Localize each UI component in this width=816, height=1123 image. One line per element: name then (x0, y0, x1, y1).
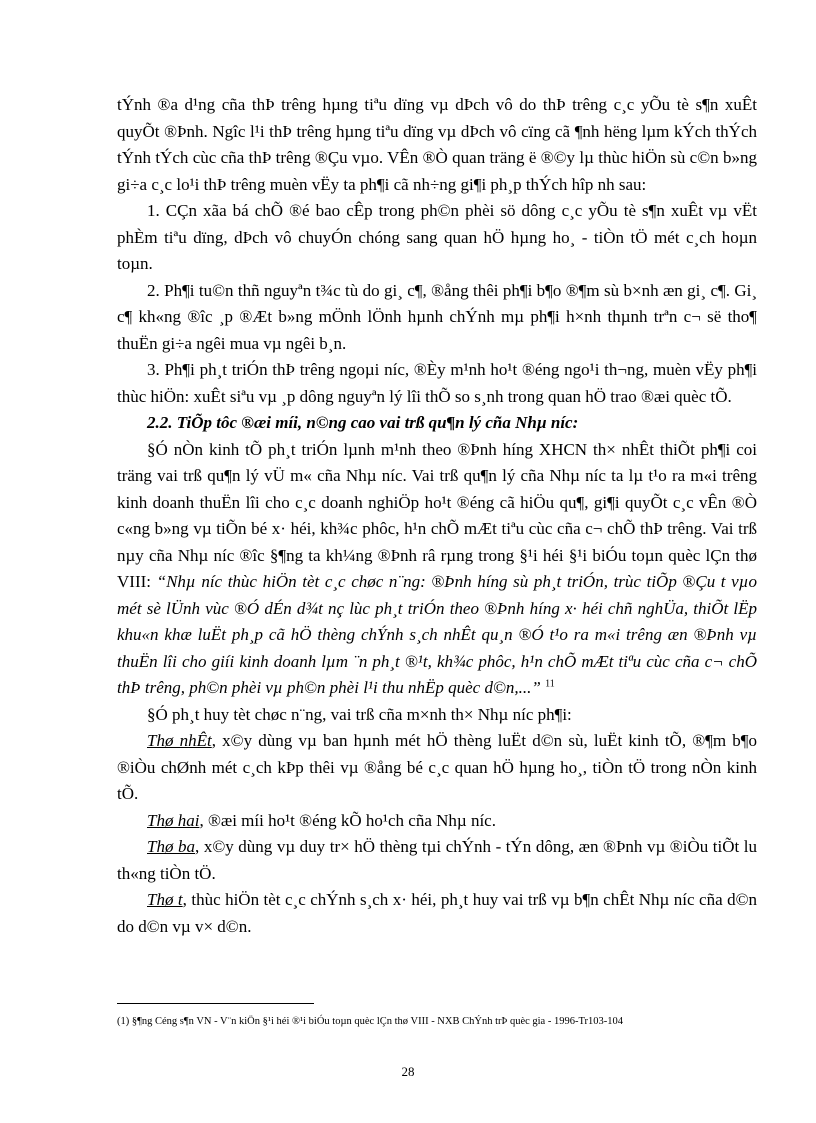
paragraph-7-text: , x©y dùng vµ ban hµnh mét hÖ thèng luËt d©n sù, luËt kinh tÕ, ®¶m b¶o ®iÒu chØnh mét c¸ch kÞp thêi vµ ®ång bé c¸c quan hÖ hµng ho¸, tiÒn tÖ trong nÒn kinh tÕ. (117, 731, 757, 803)
paragraph-10-label: Thø t (147, 890, 183, 909)
section-heading: 2.2. TiÕp tôc ®æi míi, n©ng cao vai trß qu¶n lý cña Nhµ níc: (147, 413, 579, 432)
footnote-reference: 11 (545, 678, 555, 690)
paragraph-1: tÝnh ®a d¹ng cña thÞ trêng hµng tiªu dïng vµ dÞch vô do thÞ trêng c¸c yÕu tè s¶n xuÊt quyÕt ®Þnh. Ngîc l¹i thÞ trêng hµng tiªu dïng vµ dÞch vô cïng cã ¶nh hëng lµm kÝch thÝch tÝnh tÝch cùc cña thÞ trêng ®Çu vµo. VÊn ®Ò quan träng ë ®©y lµ thùc hiÖn sù c©n b»ng gi÷a c¸c lo¹i thÞ trêng muèn vËy ta ph¶i cã nh÷ng gi¶i ph¸p thÝch hîp nh sau: (117, 95, 757, 194)
paragraph-6: §Ó ph¸t huy tèt chøc n¨ng, vai trß cña m×nh th× Nhµ níc ph¶i: (147, 704, 572, 724)
paragraph-4: 3. Ph¶i ph¸t triÓn thÞ trêng ngoµi níc, ®Èy m¹nh ho¹t ®éng ngo¹i th¬ng, muèn vËy ph¶i thùc hiÖn: xuÊt siªu vµ ¸p dông nguyªn lý lîi thÕ so s¸nh trong quan hÖ trao ®æi quèc tÕ. (117, 360, 757, 406)
paragraph-10 (117, 887, 757, 940)
paragraph-3: 2. Ph¶i tu©n thñ nguyªn t¾c tù do gi¸ c¶, ®ång thêi ph¶i b¶o ®¶m sù b×nh æn gi¸ c¶. Gi¸ c¶ kh«ng ®îc ¸p ®Æt b»ng mÖnh lÖnh hµnh chÝnh mµ ph¶i h×nh thµnh trªn c¬ së tho¶ thuËn gi÷a ngêi mua vµ ngêi b¸n. (117, 280, 757, 353)
paragraph-7-label: Thø nhÊt (147, 731, 212, 750)
paragraph-8-text: , ®æi míi ho¹t ®éng kÕ ho¹ch cña Nhµ níc. (199, 810, 496, 830)
paragraph-9 (117, 834, 757, 887)
paragraph-9-label: Thø ba (147, 837, 196, 856)
paragraph-2: 1. CÇn xãa bá chÕ ®é bao cÊp trong ph©n phèi sö dông c¸c yÕu tè s¶n xuÊt vµ vËt phÈm tiªu dïng, dÞch vô chuyÓn chóng sang quan hÖ hµng ho¸ - tiÒn tÖ mét c¸ch hoµn toµn. (117, 201, 757, 273)
footnote: (1) §¶ng Céng s¶n VN - V¨n kiÖn §¹i héi ®¹i biÓu toµn quèc lÇn thø VIII - NXB ChÝnh trÞ quèc gia - 1996-Tr103-104 (117, 1016, 623, 1027)
body-text (117, 92, 757, 940)
footnote-divider (117, 1003, 314, 1004)
paragraph-7 (117, 728, 757, 808)
paragraph-5 (117, 437, 757, 702)
paragraph-9-text: , x©y dùng vµ duy tr× hÖ thèng tµi chÝnh - tÝn dông, æn ®Þnh vµ ®iÒu tiÕt lu th«ng tiÒn tÖ. (117, 837, 757, 883)
paragraph-10-text: , thùc hiÖn tèt c¸c chÝnh s¸ch x· héi, ph¸t huy vai trß vµ b¶n chÊt Nhµ níc cña d©n do d©n vµ v× d©n. (117, 890, 757, 936)
paragraph-8-label: Thø hai (147, 810, 200, 830)
paragraph-5-text: §Ó nÒn kinh tÕ ph¸t triÓn lµnh m¹nh theo ®Þnh híng XHCN th× nhÊt thiÕt ph¶i coi träng vai trß qu¶n lý vÜ m« cña Nhµ níc. Vai trß qu¶n lý cña Nhµ níc ta lµ t¹o ra m«i trêng kinh doanh thuËn lîi cho c¸c doanh nghiÖp ho¹t ®éng cã hiÖu qu¶, gi¶i quyÕt c¸c vÊn ®Ò c«ng b»ng vµ tiÕn bé x· héi, kh¾c phôc, h¹n chÕ mÆt tiªu cùc cña c¬ chÕ thÞ trêng. Vai trß nµy cña Nhµ níc ®îc §¶ng ta kh¼ng ®Þnh râ rµng trong §¹i héi §¹i biÓu toµn quèc lÇn thø VIII: (117, 439, 757, 591)
paragraph-8 (117, 808, 757, 835)
paragraph-5-quote: “Nhµ níc thùc hiÖn tèt c¸c chøc n¨ng: ®Þnh híng sù ph¸t triÓn, trùc tiÕp ®Çu t vµo mét sè lÜnh vùc ®Ó dÉn d¾t nç lùc ph¸t triÓn theo ®Þnh híng x· héi chñ nghÜa, thiÕt lËp khu«n khæ luËt ph¸p cã hÖ thèng chÝnh s¸ch nhÊt qu¸n ®Ó t¹o ra m«i trêng æn ®Þnh vµ thuËn lîi cho giíi kinh doanh lµm ¨n ph¸t ®¹t, kh¾c phôc, h¹n chÕ mÆt tiªu cùc cña c¬ chÕ thÞ trêng, ph©n phèi vµ ph©n phèi l¹i thu nhËp quèc d©n,...” (117, 572, 757, 697)
page-number: 28 (401, 1064, 415, 1079)
